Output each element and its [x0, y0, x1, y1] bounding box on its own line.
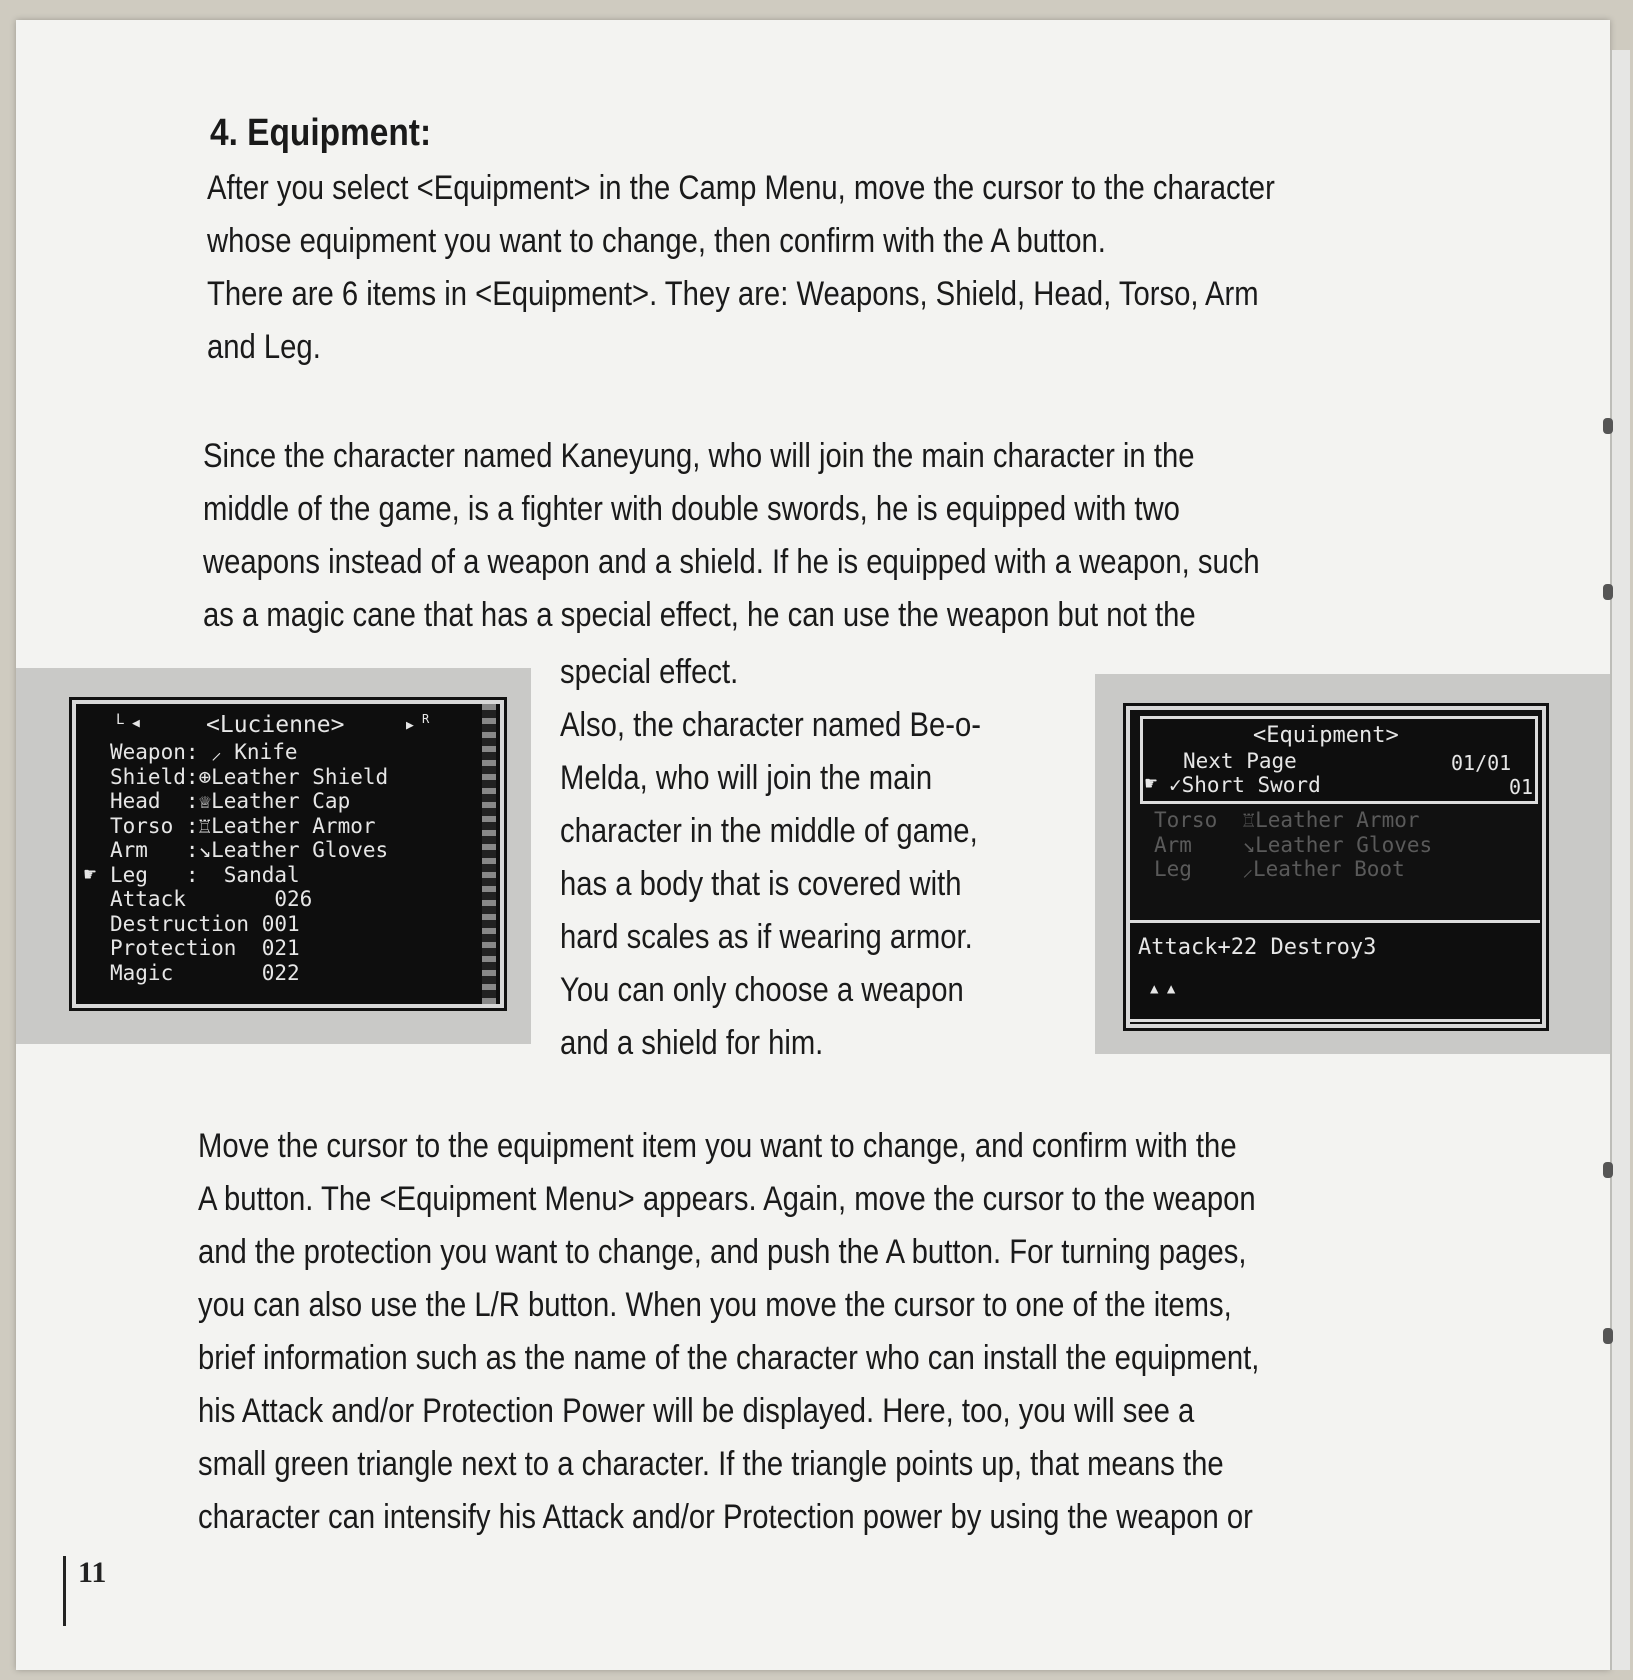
bottom-paragraph [198, 1120, 1259, 1544]
next-page-option: Next Page [1183, 749, 1297, 773]
stat-protection: Protection 021 [110, 936, 300, 960]
text-line: and a shield for him. [560, 1024, 824, 1062]
item-info-text: Attack+22 Destroy3 [1138, 935, 1377, 960]
text-line: small green triangle next to a character. If the triangle points up, that means the [198, 1445, 1224, 1483]
page-spine [1610, 50, 1630, 1670]
text-line: A button. The <Equipment Menu> appears. Again, move the cursor to the weapon [198, 1180, 1256, 1218]
text-line: weapons instead of a weapon and a shield. If he is equipped with a weapon, such [203, 543, 1260, 581]
text-line: character in the middle of game, [560, 812, 978, 850]
text-line: brief information such as the name of the character who can install the equipment, [198, 1339, 1260, 1377]
staple [1603, 584, 1613, 600]
page-number: 11 [78, 1556, 107, 1589]
staple [1603, 1162, 1613, 1178]
kaneyung-paragraph [203, 430, 1260, 642]
l-button-label: L [116, 712, 125, 728]
staple [1603, 1328, 1613, 1344]
page-number-bar [63, 1556, 66, 1626]
section-heading: 4. Equipment: [210, 112, 432, 154]
green-triangle-icon: ▲ ▲ [1150, 981, 1176, 997]
slot-shield: Shield:⊕Leather Shield [110, 764, 389, 789]
bg-row: Torso ♖Leather Armor [1154, 808, 1420, 832]
lucienne-equipment-screen [72, 700, 504, 1008]
text-line: hard scales as if wearing armor. [560, 918, 973, 956]
hand-cursor-icon: ☛ [1145, 771, 1158, 795]
text-line: Melda, who will join the main [560, 759, 933, 797]
staple [1603, 418, 1613, 434]
hand-cursor-icon: ☛ [84, 862, 97, 886]
text-line: and the protection you want to change, and push the A button. For turning pages, [198, 1233, 1247, 1271]
equipment-menu-screen [1126, 706, 1546, 1028]
text-line: whose equipment you want to change, then confirm with the A button. [207, 222, 1106, 260]
text-line: has a body that is covered with [560, 865, 962, 903]
text-line: you can also use the L/R button. When you move the cursor to one of the items, [198, 1286, 1232, 1324]
selected-item: ✓Short Sword [1169, 773, 1321, 797]
text-line: Since the character named Kaneyung, who will join the main character in the [203, 437, 1195, 475]
slot-leg: Leg : Sandal [110, 862, 300, 887]
slot-arm: Arm :↘Leather Gloves [110, 838, 389, 862]
slot-torso: Torso :♖Leather Armor [110, 813, 376, 838]
text-line: character can intensify his Attack and/or Protection power by using the weapon or [198, 1498, 1253, 1536]
left-arrow-icon: ◀ [132, 716, 140, 731]
right-arrow-icon: ▶ [406, 718, 414, 733]
bg-row: Arm ↘Leather Gloves [1154, 832, 1433, 857]
text-line: and Leg. [207, 328, 321, 366]
stat-destruction: Destruction 001 [110, 911, 300, 936]
background-equipment-list [1154, 808, 1432, 882]
text-line: There are 6 items in <Equipment>. They are: Weapons, Shield, Head, Torso, Arm [207, 275, 1259, 313]
slot-head: Head :♕Leather Cap [110, 789, 351, 813]
page-counter: 01/01 [1451, 751, 1512, 775]
text-line: After you select <Equipment> in the Camp Menu, move the cursor to the character [207, 169, 1275, 207]
text-line: Also, the character named Be-o- [560, 706, 981, 744]
item-info-window [1130, 920, 1540, 1022]
item-select-window [1140, 716, 1538, 804]
bg-row: Leg ⸝Leather Boot [1154, 857, 1405, 881]
text-line: Move the cursor to the equipment item you want to change, and confirm with the [198, 1127, 1237, 1165]
text-line: as a magic cane that has a special effect, he can use the weapon but not the [203, 596, 1196, 634]
r-button-label: R [422, 712, 430, 726]
slot-weapon: Weapon: ⸝ Knife [110, 740, 298, 764]
stat-magic: Magic 022 [110, 960, 300, 985]
text-line: middle of the game, is a fighter with double swords, he is equipped with two [203, 490, 1180, 528]
character-name-title: <Lucienne> [206, 712, 345, 738]
item-count: 01 [1509, 775, 1534, 799]
text-line: You can only choose a weapon [560, 971, 964, 1009]
equipment-stat-list [110, 740, 388, 985]
beomelda-paragraph [560, 646, 981, 1070]
intro-paragraph [207, 162, 1275, 374]
screen-edge-decoration [482, 704, 496, 1004]
text-line: special effect. [560, 653, 739, 691]
text-line: his Attack and/or Protection Power will be displayed. Here, too, you will see a [198, 1392, 1195, 1430]
equipment-menu-title: <Equipment> [1253, 723, 1399, 748]
stat-attack: Attack 026 [110, 887, 313, 911]
